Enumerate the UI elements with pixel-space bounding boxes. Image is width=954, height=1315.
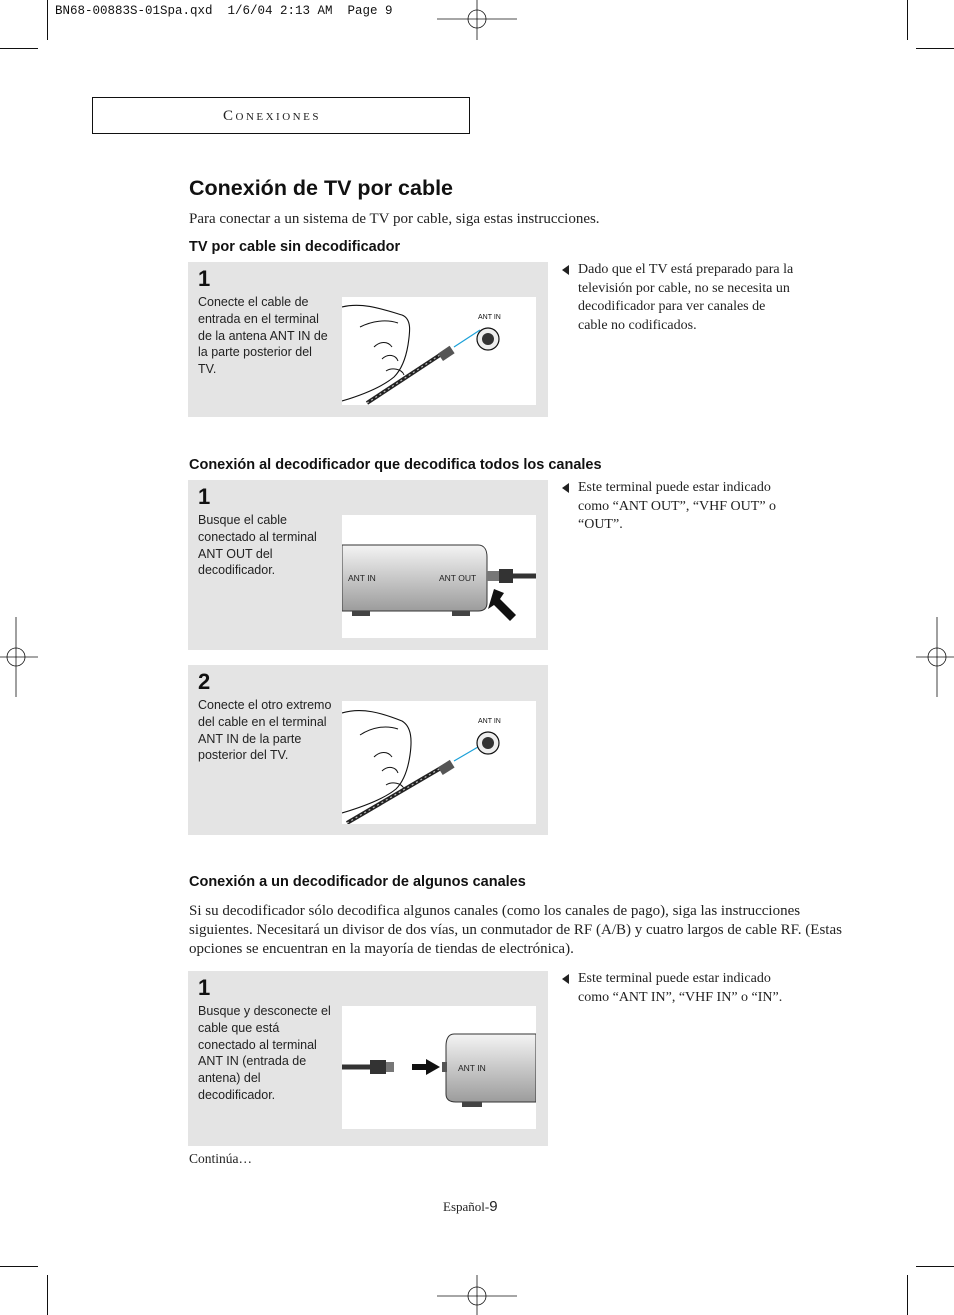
crop-mark	[916, 48, 954, 49]
step-text: Conecte el cable de entrada en el terminal de la antena ANT IN de la parte posterior del TV.	[198, 295, 328, 377]
folio-language: Español-	[443, 1199, 490, 1214]
section-heading-cable-no-decoder: TV por cable sin decodificador	[189, 239, 401, 255]
continued-label: Continúa…	[189, 1151, 252, 1166]
hand-cable-illustration	[342, 701, 536, 824]
ant-in-label: ANT IN	[478, 314, 501, 321]
decoder-ant-out-illustration	[342, 515, 536, 638]
step-box	[188, 665, 548, 835]
page-title: Conexión de TV por cable	[189, 176, 454, 200]
folio-number: 9	[489, 1198, 498, 1215]
section-tab: Conexiones	[92, 97, 470, 134]
step-number: 1	[198, 266, 211, 291]
step-box	[188, 971, 548, 1146]
ant-in-label: ANT IN	[458, 1063, 486, 1073]
ant-in-label: ANT IN	[348, 573, 376, 583]
step-text: Busque el cable conectado al terminal ANT OUT del decodificador.	[198, 513, 317, 578]
note-text: Este terminal puede estar indicado como “ANT IN”, “VHF IN” o “IN”.	[578, 971, 783, 1005]
step-box	[188, 480, 548, 650]
registration-mark-bottom	[437, 1275, 517, 1315]
printer-slug: BN68-00883S-01Spa.qxd 1/6/04 2:13 AM Page 9	[55, 4, 393, 18]
step-box	[188, 262, 548, 417]
crop-mark	[0, 48, 38, 49]
note-cable-ready	[562, 261, 798, 335]
step-number: 2	[198, 669, 211, 694]
crop-mark	[916, 1266, 954, 1267]
step-number: 1	[198, 975, 211, 1000]
note-ant-out	[562, 479, 798, 535]
crop-mark	[47, 1275, 48, 1315]
step-number: 1	[198, 484, 211, 509]
bullet-arrow-icon	[562, 483, 569, 493]
page-number	[443, 1198, 498, 1215]
crop-mark	[907, 1275, 908, 1315]
intro-text: Para conectar a un sistema de TV por cable, siga estas instrucciones.	[189, 211, 600, 227]
hand-cable-illustration	[342, 297, 536, 405]
section-heading-full-decoder: Conexión al decodificador que decodifica todos los canales	[189, 457, 602, 473]
section-heading-partial-decoder: Conexión a un decodificador de algunos canales	[189, 874, 526, 890]
ant-out-label: ANT OUT	[439, 573, 477, 583]
ant-in-label: ANT IN	[478, 718, 501, 725]
step-text: Busque y desconecte el cable que está conectado al terminal ANT IN (entrada de antena) del decodificador.	[198, 1004, 331, 1102]
note-ant-in	[562, 970, 798, 1007]
registration-mark-top	[437, 0, 517, 40]
registration-mark-left	[0, 617, 38, 697]
crop-mark	[907, 0, 908, 40]
crop-mark	[0, 1266, 38, 1267]
step-text: Conecte el otro extremo del cable en el terminal ANT IN de la parte posterior del TV.	[198, 698, 332, 763]
decoder-ant-in-illustration	[342, 1006, 536, 1129]
note-text: Dado que el TV está preparado para la televisión por cable, no se necesita un decodificador para ver canales de cable no codificados.	[578, 262, 794, 333]
registration-mark-right	[916, 617, 954, 697]
bullet-arrow-icon	[562, 265, 569, 275]
bullet-arrow-icon	[562, 974, 569, 984]
crop-mark	[47, 0, 48, 40]
note-text: Este terminal puede estar indicado como “ANT OUT”, “VHF OUT” o “OUT”.	[578, 480, 777, 533]
section-paragraph: Si su decodificador sólo decodifica algunos canales (como los canales de pago), siga las instrucciones siguientes. Necesitará un divisor de dos vías, un conmutador de RF (A/B) y cuatro largos de cable RF. (Estas opciones se encuentran en la mayoría de tiendas de electrónica).	[189, 903, 842, 957]
